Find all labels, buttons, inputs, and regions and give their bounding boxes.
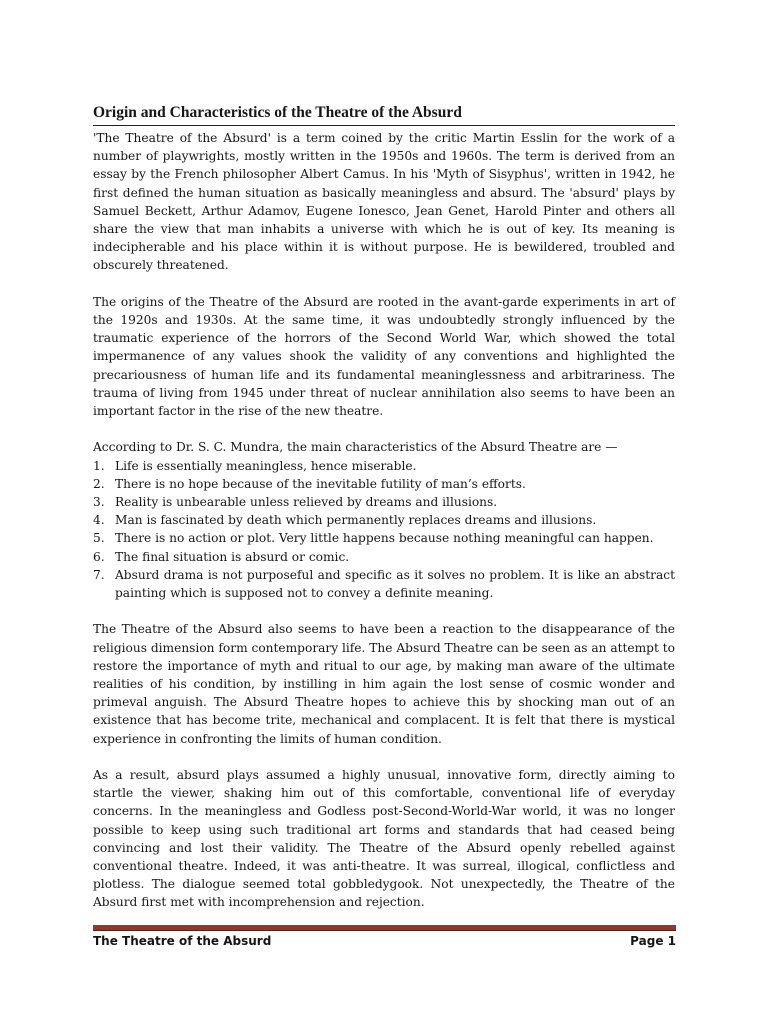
footer-title: The Theatre of the Absurd: [93, 934, 272, 948]
list-item-text: Absurd drama is not purposeful and specific as it solves no problem. It is like an abstract painting which is supposed not to convey a definite meaning.: [115, 567, 675, 601]
list-item-number: 5.: [93, 531, 105, 546]
list-item: [93, 548, 675, 566]
characteristics-list: [93, 457, 675, 603]
list-item-text: There is no action or plot. Very little happens because nothing meaningful can happen.: [115, 531, 654, 546]
page-number: Page 1: [630, 934, 676, 948]
list-item: [93, 511, 675, 529]
list-item-number: 2.: [93, 476, 105, 491]
list-item-number: 3.: [93, 495, 105, 510]
list-item-text: Life is essentially meaningless, hence miserable.: [115, 458, 417, 473]
paragraph-4: As a result, absurd plays assumed a highly unusual, innovative form, directly aiming to startle the viewer, shaking him out of this comfortable, conventional life of everyday concerns. In the meaningless and Godless post-Second-World-War world, it was no longer possible to keep using such traditional art forms and standards that had ceased being convincing and lost their validity. The Theatre of the Absurd openly rebelled against conventional theatre. Indeed, it was anti-theatre. It was surreal, illogical, conflictless and plotless. The dialogue seemed total gobbledygook. Not unexpectedly, the Theatre of the Absurd first met with incomprehension and rejection.: [93, 768, 675, 910]
list-intro: According to Dr. S. C. Mundra, the main characteristics of the Absurd Theatre are —: [93, 440, 618, 455]
list-item: [93, 566, 675, 602]
page-footer: [93, 934, 676, 948]
list-item-number: 7.: [93, 567, 105, 582]
list-item: [93, 475, 675, 493]
footer-divider: [93, 925, 676, 931]
list-item-text: There is no hope because of the inevitable futility of man’s efforts.: [115, 476, 526, 491]
paragraph-2: The origins of the Theatre of the Absurd are rooted in the avant-garde experiments in art of the 1920s and 1930s. At the same time, it was undoubtedly strongly influenced by the traumatic experience of the horrors of the Second World War, which showed the total impermanence of any values shook the validity of any conventions and highlighted the precariousness of human life and its fundamental meaninglessness and arbitrariness. The trauma of living from 1945 under threat of nuclear annihilation also seems to have been an important factor in the rise of the new theatre.: [93, 294, 675, 419]
list-item: [93, 529, 675, 547]
list-item: [93, 457, 675, 475]
paragraph-3: The Theatre of the Absurd also seems to have been a reaction to the disappearance of the religious dimension form contemporary life. The Absurd Theatre can be seen as an attempt to restore the importance of myth and ritual to our age, by making man aware of the ultimate realities of his condition, by instilling in him again the lost sense of cosmic wonder and primeval anguish. The Absurd Theatre hopes to achieve this by shocking man out of an existence that has become trite, mechanical and complacent. It is felt that there is mystical experience in confronting the limits of human condition.: [93, 622, 675, 746]
paragraph-1: 'The Theatre of the Absurd' is a term coined by the critic Martin Esslin for the work of a number of playwrights, mostly written in the 1950s and 1960s. The term is derived from an essay by the French philosopher Albert Camus. In his 'Myth of Sisyphus', written in 1942, he first defined the human situation as basically meaningless and absurd. The 'absurd' plays by Samuel Beckett, Arthur Adamov, Eugene Ionesco, Jean Genet, Harold Pinter and others all share the view that man inhabits a universe with which he is out of key. Its meaning is indecipherable and his place within it is without purpose. He is bewildered, troubled and obscurely threatened.: [93, 131, 675, 273]
list-item-text: Man is fascinated by death which permanently replaces dreams and illusions.: [115, 513, 597, 528]
list-item-number: 4.: [93, 513, 105, 528]
document-title: Origin and Characteristics of the Theatre of the Absurd: [93, 103, 675, 126]
document-body: [93, 103, 675, 930]
list-item-text: The final situation is absurd or comic.: [115, 549, 350, 564]
list-item-number: 6.: [93, 549, 105, 564]
list-item-number: 1.: [93, 458, 105, 473]
list-item: [93, 493, 675, 511]
list-item-text: Reality is unbearable unless relieved by dreams and illusions.: [115, 495, 498, 510]
